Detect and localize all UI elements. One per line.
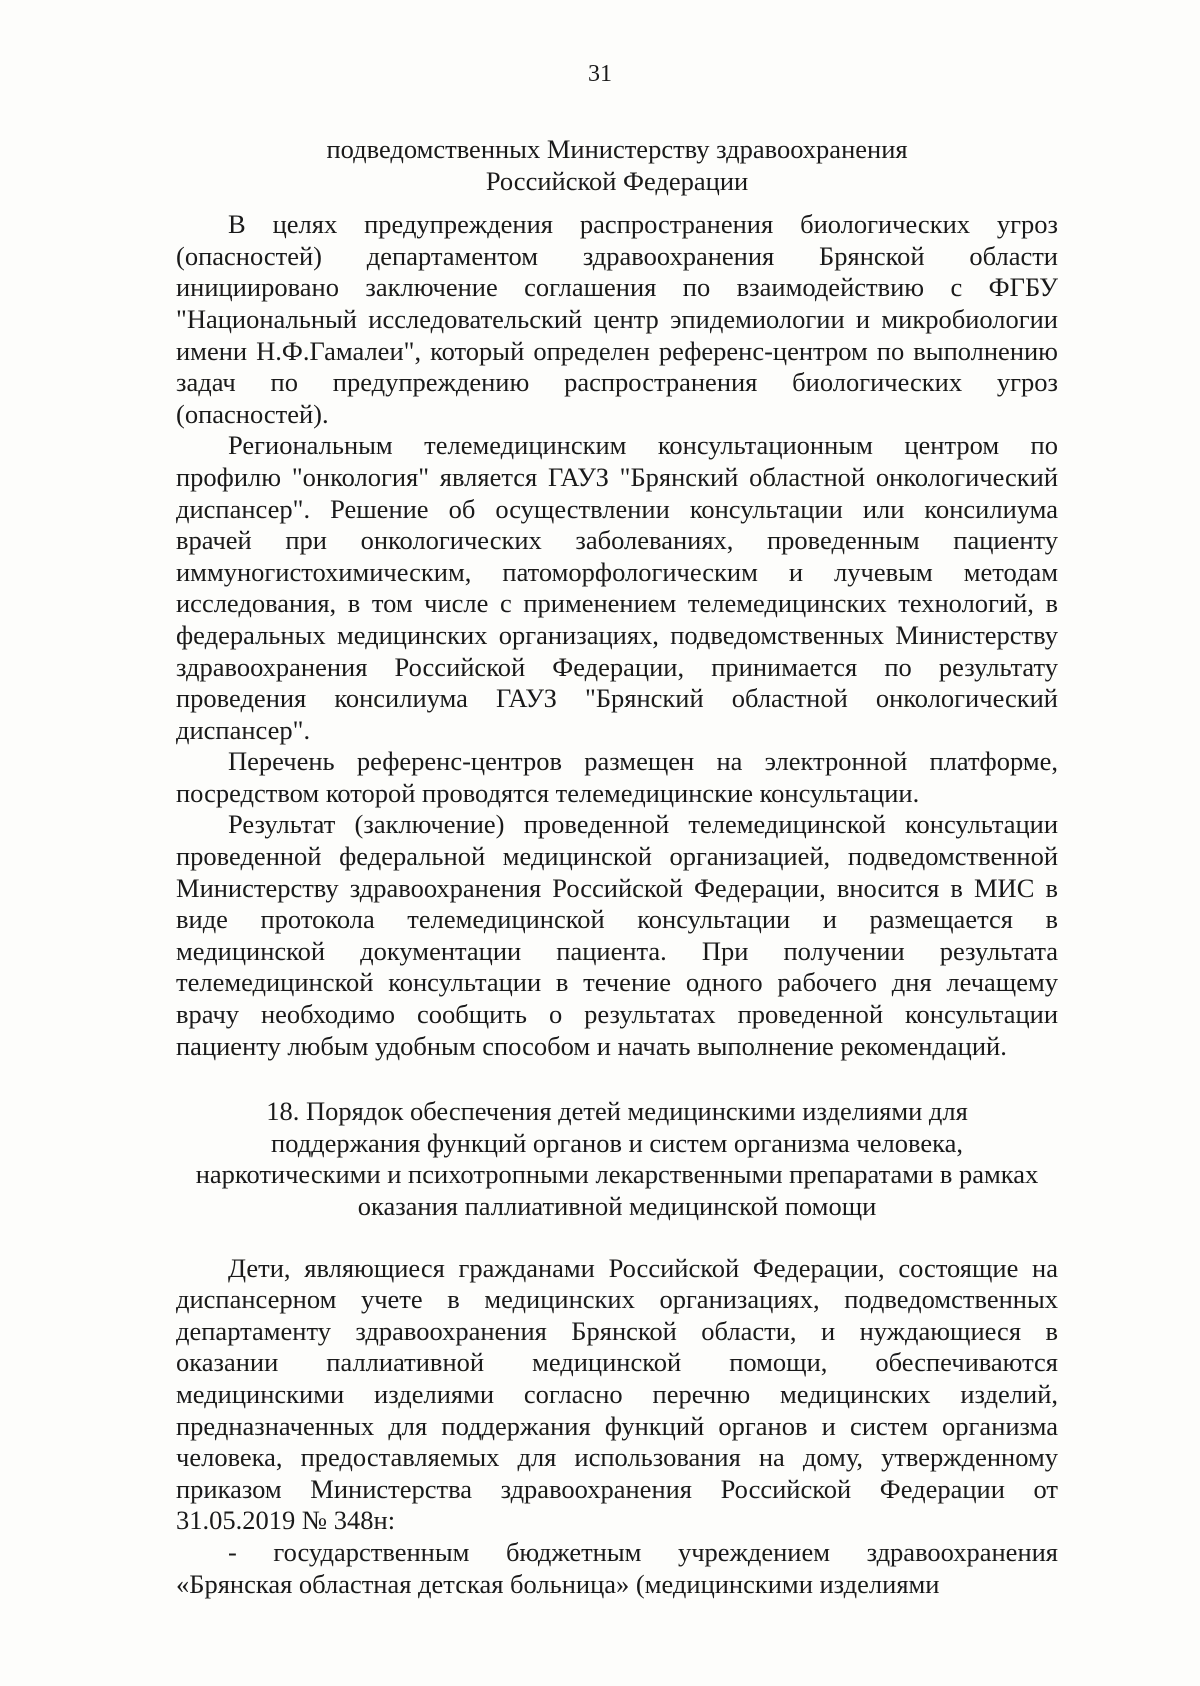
page-number: 31 bbox=[588, 61, 612, 87]
paragraph-oncology-center: Региональным телемедицинским консультационным центром по профилю "онкология" является ГАУЗ "Брянский областной онкологический диспансер". Решение об осуществлении консультации или консилиума врачей при онкологических заболеваниях, проведенным пациенту иммуногистохимическим, патоморфологическим и лучевым методам исследования, в том числе с применением телемедицинских технологий, в федеральных медицинских организациях, подведомственных Министерству здравоохранения Российской Федерации, принимается по результату проведения консилиума ГАУЗ "Брянский областной онкологический диспансер". bbox=[176, 430, 1058, 745]
paragraph-biological-threats: В целях предупреждения распространения биологических угроз (опасностей) департаментом здравоохранения Брянской области инициировано заключение соглашения по взаимодействию с ФГБУ "Национальный исследовательский центр эпидемиологии и микробиологии имени Н.Ф.Гамалеи", который определен референс-центром по выполнению задач по предупреждению распространения биологических угроз (опасностей). bbox=[176, 209, 1058, 429]
paragraph-children-devices: Дети, являющиеся гражданами Российской Федерации, состоящие на диспансерном учете в медицинских организациях, подведомственных департаменту здравоохранения Брянской области, и нуждающиеся в оказании паллиативной медицинской помощи, обеспечиваются медицинскими изделиями согласно перечню медицинских изделий, предназначенных для поддержания функций органов и систем организма человека, предоставляемых для использования на дому, утвержденному приказом Министерства здравоохранения Российской Федерации от 31.05.2019 № 348н: bbox=[176, 1252, 1058, 1536]
section-heading bbox=[176, 1096, 1058, 1222]
top-heading bbox=[176, 134, 1058, 197]
top-heading-line-1: подведомственных Министерству здравоохранения bbox=[326, 134, 908, 164]
section-heading-line-1: 18. Порядок обеспечения детей медицинскими изделиями для bbox=[266, 1096, 968, 1127]
section-heading-line-3: наркотическими и психотропными лекарственными препаратами в рамках bbox=[195, 1159, 1039, 1190]
list-item-childrens-hospital: - государственным бюджетным учреждением здравоохранения «Брянская областная детская больница» (медицинскими изделиями bbox=[176, 1536, 1058, 1599]
text-column bbox=[176, 134, 1058, 1600]
section-heading-line-4: оказания паллиативной медицинской помощи bbox=[357, 1191, 877, 1221]
section-heading-line-2: поддержания функций органов и систем организма человека, bbox=[271, 1127, 963, 1158]
paragraph-consultation-result: Результат (заключение) проведенной телемедицинской консультации проведенной федеральной медицинской организацией, подведомственной Министерству здравоохранения Российской Федерации, вносится в МИС в виде протокола телемедицинской консультации и размещается в медицинской документации пациента. При получении результата телемедицинской консультации в течение одного рабочего дня лечащему врачу необходимо сообщить о результатах проведенной консультации пациенту любым удобным способом и начать выполнение рекомендаций. bbox=[176, 809, 1058, 1061]
paragraph-reference-centers: Перечень референс-центров размещен на электронной платформе, посредством которой проводятся телемедицинские консультации. bbox=[176, 746, 1058, 808]
top-heading-line-2: Российской Федерации bbox=[485, 165, 749, 196]
